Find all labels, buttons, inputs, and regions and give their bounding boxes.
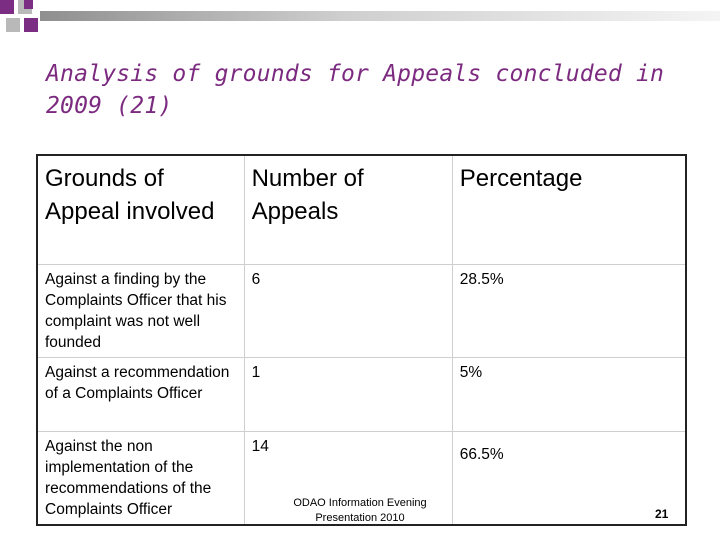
footer-line-2: Presentation 2010 (315, 512, 405, 524)
decor-square-1 (0, 0, 14, 14)
header-number: Number of Appeals (244, 155, 452, 265)
table-row (37, 265, 686, 358)
cell-percentage (452, 432, 686, 526)
decor-square-4 (6, 18, 20, 32)
cell-percentage: 28.5% (452, 265, 686, 358)
header-gradient-bar (40, 11, 720, 21)
header-percentage: Percentage (452, 155, 686, 265)
cell-percentage-value: 66.5% (459, 446, 504, 463)
table-row (37, 358, 686, 432)
slide-number: 21 (655, 507, 669, 521)
cell-ground: Against a recommendation of a Complaints Officer (37, 358, 244, 432)
cell-ground: Against a finding by the Complaints Officer that his complaint was not well founded (37, 265, 244, 358)
cell-number: 1 (244, 358, 452, 432)
footer (270, 496, 450, 526)
footer-line-1: ODAO Information Evening (293, 497, 427, 509)
cell-ground: Against the non implementation of the recommendations of the Complaints Officer (37, 432, 244, 526)
cell-percentage: 5% (452, 358, 686, 432)
table-header-row (37, 155, 686, 265)
appeals-table (36, 154, 687, 526)
cell-number: 14 (244, 432, 452, 526)
slide-title: Analysis of grounds for Appeals concluded in 2009 (21) (46, 61, 665, 119)
decor-square-3 (24, 0, 33, 9)
cell-number: 6 (244, 265, 452, 358)
decor-square-5 (24, 18, 38, 32)
header-grounds: Grounds of Appeal involved (37, 155, 244, 265)
